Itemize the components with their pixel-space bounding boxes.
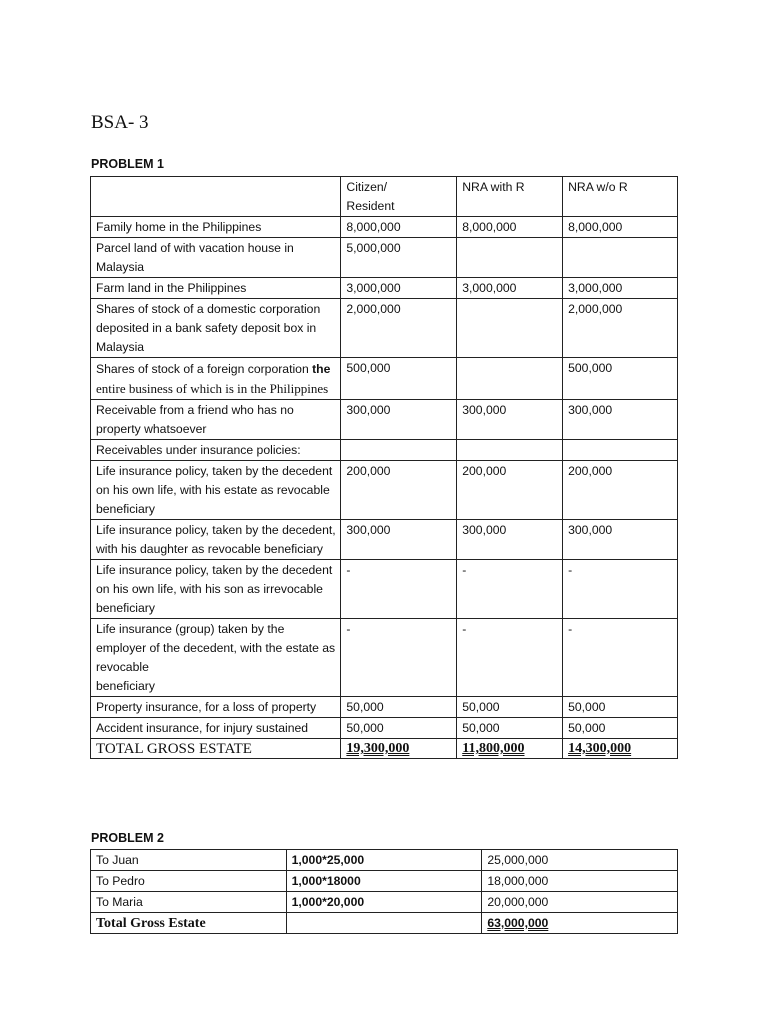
table-row bbox=[91, 697, 678, 718]
table-row bbox=[91, 217, 678, 238]
table-row bbox=[91, 619, 678, 697]
total-amount-cell bbox=[482, 913, 678, 934]
nra-wo-cell: 300,000 bbox=[563, 520, 678, 560]
table-row bbox=[91, 440, 678, 461]
citizen-cell bbox=[341, 440, 457, 461]
citizen-cell: 5,000,000 bbox=[341, 238, 457, 278]
item-text-part: Life insurance (group) taken by the employer of the decedent, with the estate as revocable bbox=[96, 622, 336, 674]
citizen-cell: 8,000,000 bbox=[341, 217, 457, 238]
problem-2-table bbox=[90, 849, 678, 934]
table-row bbox=[91, 718, 678, 739]
table-row bbox=[91, 400, 678, 440]
nra-r-cell: 300,000 bbox=[457, 520, 563, 560]
header-item bbox=[91, 177, 341, 217]
nra-r-cell: 50,000 bbox=[457, 697, 563, 718]
citizen-cell: 50,000 bbox=[341, 697, 457, 718]
table-row bbox=[91, 299, 678, 358]
citizen-cell: 500,000 bbox=[341, 358, 457, 400]
item-cell: Property insurance, for a loss of property bbox=[91, 697, 341, 718]
calculation-cell: 1,000*18000 bbox=[286, 871, 482, 892]
item-cell: Parcel land of with vacation house in Malaysia bbox=[91, 238, 341, 278]
nra-r-cell: 50,000 bbox=[457, 718, 563, 739]
empty-cell bbox=[286, 913, 482, 934]
table-header-row bbox=[91, 177, 678, 217]
nra-wo-cell: 200,000 bbox=[563, 461, 678, 520]
item-cell: Receivables under insurance policies: bbox=[91, 440, 341, 461]
citizen-cell: 300,000 bbox=[341, 520, 457, 560]
citizen-cell: - bbox=[341, 560, 457, 619]
citizen-cell: - bbox=[341, 619, 457, 697]
table-row bbox=[91, 461, 678, 520]
problem-1-table bbox=[90, 176, 678, 759]
total-nra-wo-value: 14,300,000 bbox=[568, 741, 632, 756]
recipient-cell: To Juan bbox=[91, 850, 287, 871]
item-cell: Life insurance policy, taken by the decedent on his own life, with his son as irrevocable beneficiary bbox=[91, 560, 341, 619]
nra-r-cell bbox=[457, 299, 563, 358]
citizen-cell: 2,000,000 bbox=[341, 299, 457, 358]
nra-wo-cell: 8,000,000 bbox=[563, 217, 678, 238]
nra-r-cell: - bbox=[457, 619, 563, 697]
nra-r-cell: 3,000,000 bbox=[457, 278, 563, 299]
nra-wo-cell bbox=[563, 238, 678, 278]
table-row bbox=[91, 871, 678, 892]
calculation-cell: 1,000*25,000 bbox=[286, 850, 482, 871]
item-cell: Family home in the Philippines bbox=[91, 217, 341, 238]
header-nra-with-r: NRA with R bbox=[457, 177, 563, 217]
item-cell: Receivable from a friend who has no property whatsoever bbox=[91, 400, 341, 440]
total-citizen bbox=[341, 739, 457, 759]
citizen-cell: 50,000 bbox=[341, 718, 457, 739]
item-text-part: beneficiary bbox=[96, 679, 155, 693]
item-cell: Shares of stock of a domestic corporation deposited in a bank safety deposit box in Malaysia bbox=[91, 299, 341, 358]
nra-wo-cell: 50,000 bbox=[563, 697, 678, 718]
nra-wo-cell: 3,000,000 bbox=[563, 278, 678, 299]
citizen-cell: 300,000 bbox=[341, 400, 457, 440]
total-amount-value: 63,000,000 bbox=[487, 916, 549, 930]
item-cell: Life insurance policy, taken by the decedent on his own life, with his estate as revocable beneficiary bbox=[91, 461, 341, 520]
total-citizen-value: 19,300,000 bbox=[346, 741, 410, 756]
amount-cell: 25,000,000 bbox=[482, 850, 678, 871]
item-cell: Accident insurance, for injury sustained bbox=[91, 718, 341, 739]
nra-r-cell bbox=[457, 440, 563, 461]
table-row bbox=[91, 892, 678, 913]
nra-r-cell: 300,000 bbox=[457, 400, 563, 440]
header-citizen: Citizen/ Resident bbox=[341, 177, 457, 217]
amount-cell: 20,000,000 bbox=[482, 892, 678, 913]
nra-wo-cell: 300,000 bbox=[563, 400, 678, 440]
page-title: BSA- 3 bbox=[91, 112, 149, 133]
item-cell: Farm land in the Philippines bbox=[91, 278, 341, 299]
nra-wo-cell: 50,000 bbox=[563, 718, 678, 739]
nra-wo-cell: 2,000,000 bbox=[563, 299, 678, 358]
citizen-cell: 200,000 bbox=[341, 461, 457, 520]
table-row bbox=[91, 278, 678, 299]
total-row bbox=[91, 913, 678, 934]
nra-r-cell bbox=[457, 238, 563, 278]
item-cell bbox=[91, 619, 341, 697]
item-text-serif: entire business of which is in the Philippines bbox=[96, 381, 329, 396]
table-row bbox=[91, 238, 678, 278]
total-label: Total Gross Estate bbox=[91, 913, 287, 934]
recipient-cell: To Maria bbox=[91, 892, 287, 913]
table-row bbox=[91, 560, 678, 619]
nra-wo-cell: 500,000 bbox=[563, 358, 678, 400]
citizen-cell: 3,000,000 bbox=[341, 278, 457, 299]
total-nra-r bbox=[457, 739, 563, 759]
table-row bbox=[91, 358, 678, 400]
item-text-bold: the bbox=[312, 362, 331, 376]
total-nra-wo bbox=[563, 739, 678, 759]
item-cell bbox=[91, 358, 341, 400]
nra-r-cell bbox=[457, 358, 563, 400]
item-cell: Life insurance policy, taken by the decedent, with his daughter as revocable beneficiary bbox=[91, 520, 341, 560]
item-text-part: Shares of stock of a foreign corporation bbox=[96, 362, 313, 376]
recipient-cell: To Pedro bbox=[91, 871, 287, 892]
header-nra-without-r: NRA w/o R bbox=[563, 177, 678, 217]
nra-wo-cell bbox=[563, 440, 678, 461]
nra-r-cell: - bbox=[457, 560, 563, 619]
problem-1-heading: PROBLEM 1 bbox=[91, 157, 164, 171]
total-label: TOTAL GROSS ESTATE bbox=[91, 739, 341, 759]
nra-wo-cell: - bbox=[563, 619, 678, 697]
nra-wo-cell: - bbox=[563, 560, 678, 619]
nra-r-cell: 8,000,000 bbox=[457, 217, 563, 238]
total-nra-r-value: 11,800,000 bbox=[462, 741, 525, 756]
problem-2-heading: PROBLEM 2 bbox=[91, 831, 164, 845]
calculation-cell: 1,000*20,000 bbox=[286, 892, 482, 913]
nra-r-cell: 200,000 bbox=[457, 461, 563, 520]
total-row bbox=[91, 739, 678, 759]
table-row bbox=[91, 520, 678, 560]
amount-cell: 18,000,000 bbox=[482, 871, 678, 892]
table-row bbox=[91, 850, 678, 871]
